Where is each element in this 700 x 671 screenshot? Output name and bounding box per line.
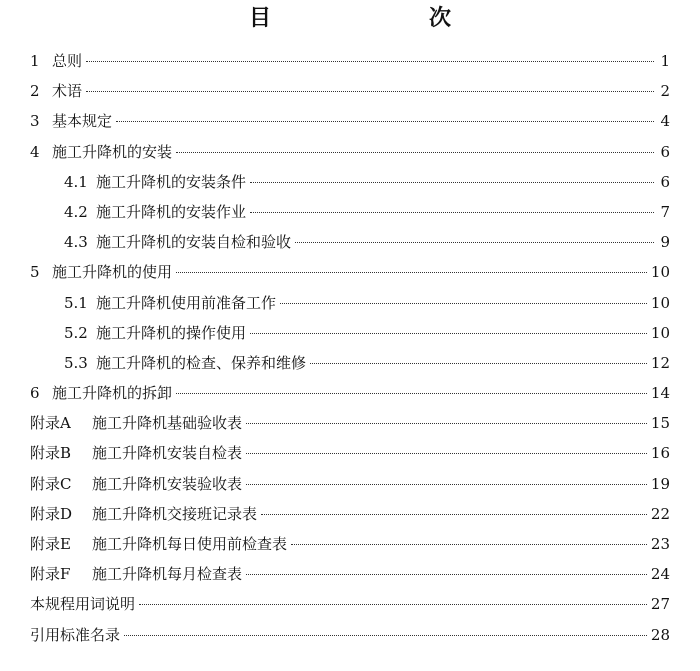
toc-entry-page: 7	[660, 202, 670, 221]
toc-entry-number: 附录F	[30, 565, 71, 584]
toc-entry[interactable]	[30, 620, 670, 650]
toc-entry[interactable]	[30, 348, 670, 378]
toc-entry-number: 1	[30, 52, 40, 70]
toc-entry-text: 本规程用词说明	[30, 595, 136, 614]
toc-entry-number: 附录A	[30, 414, 71, 433]
toc-entry[interactable]	[30, 559, 670, 589]
toc-entry-text: 施工升降机基础验收表	[92, 414, 243, 433]
toc-entry[interactable]	[30, 378, 670, 408]
toc-entry-text: 施工升降机每月检查表	[92, 565, 243, 584]
toc-dot-leader	[250, 212, 654, 213]
toc-entry-page: 12	[650, 353, 670, 372]
toc-entry[interactable]	[30, 499, 670, 529]
toc-entry-number: 4.1	[64, 172, 88, 191]
toc-dot-leader	[124, 635, 647, 636]
toc-entry-number: 附录E	[30, 535, 71, 553]
toc-dot-leader	[261, 514, 647, 515]
toc-entry-text: 施工升降机交接班记录表	[92, 504, 258, 523]
toc-dot-leader	[176, 393, 647, 394]
toc-dot-leader	[250, 182, 654, 183]
toc-entry-number: 5.1	[64, 293, 88, 312]
toc-entry[interactable]	[30, 227, 670, 257]
toc-entry-page: 22	[650, 504, 670, 523]
toc-entry-number: 3	[30, 112, 40, 131]
toc-dot-leader	[246, 453, 647, 454]
toc-entry[interactable]	[30, 257, 670, 287]
toc-entry-number: 附录B	[30, 444, 72, 463]
toc-entry[interactable]	[30, 137, 670, 167]
toc-entry[interactable]	[30, 589, 670, 619]
toc-entry-page: 4	[660, 112, 670, 131]
toc-entry[interactable]	[30, 106, 670, 136]
toc-dot-leader	[280, 303, 647, 304]
toc-entry-page: 23	[650, 535, 670, 553]
toc-dot-leader	[310, 363, 647, 364]
toc-dot-leader	[116, 121, 654, 122]
toc-entry-page: 2	[660, 82, 670, 101]
toc-entry-page: 9	[660, 233, 670, 252]
toc-entry[interactable]	[30, 318, 670, 348]
toc-entry-text: 施工升降机的拆卸	[52, 384, 173, 403]
toc-entry[interactable]	[30, 76, 670, 106]
toc-dot-leader	[139, 604, 647, 605]
toc-entry[interactable]	[30, 46, 670, 76]
toc-entry-number: 4.3	[64, 233, 88, 252]
toc-entry-text: 施工升降机的操作使用	[96, 323, 247, 342]
toc-entry-text: 施工升降机的安装自检和验收	[96, 233, 292, 252]
toc-entry-number: 6	[30, 384, 40, 403]
toc-entry[interactable]	[30, 167, 670, 197]
toc-dot-leader	[246, 484, 647, 485]
toc-entry-text: 施工升降机使用前准备工作	[96, 293, 277, 312]
toc-entry-text: 施工升降机的检查、保养和维修	[96, 353, 307, 372]
toc-dot-leader	[295, 242, 654, 243]
toc-entry-text: 施工升降机的安装作业	[96, 202, 247, 221]
toc-entry-text: 施工升降机的使用	[52, 263, 173, 282]
toc-dot-leader	[246, 423, 647, 424]
toc-entry-number: 5.2	[64, 323, 88, 342]
toc-entry-number: 5	[30, 263, 40, 282]
toc-dot-leader	[176, 152, 654, 153]
toc-dot-leader	[86, 61, 654, 62]
toc-entry-text: 引用标准名录	[30, 625, 121, 644]
toc-entry-page: 10	[650, 323, 670, 342]
toc-entry-number: 附录C	[30, 474, 72, 493]
toc-entry[interactable]	[30, 469, 670, 499]
toc-entry-text: 施工升降机安装验收表	[92, 474, 243, 493]
toc-list	[30, 46, 670, 650]
toc-entry-page: 24	[650, 565, 670, 584]
toc-entry-page: 28	[650, 625, 670, 644]
toc-dot-leader	[246, 574, 647, 575]
toc-entry-page: 27	[650, 595, 670, 614]
toc-entry-page: 6	[660, 142, 670, 161]
toc-entry-number: 4.2	[64, 202, 88, 221]
toc-entry-page: 10	[650, 293, 670, 312]
toc-entry-text: 基本规定	[52, 112, 113, 131]
toc-entry-page: 6	[660, 172, 670, 191]
toc-entry[interactable]	[30, 438, 670, 468]
toc-entry-page: 14	[650, 384, 670, 403]
toc-entry[interactable]	[30, 529, 670, 559]
toc-dot-leader	[176, 272, 647, 273]
toc-entry-page: 1	[660, 52, 670, 70]
toc-entry-text: 施工升降机安装自检表	[92, 444, 243, 463]
toc-entry-text: 术语	[52, 82, 83, 101]
toc-entry[interactable]	[30, 197, 670, 227]
toc-entry-text: 施工升降机的安装	[52, 142, 173, 161]
toc-entry-text: 施工升降机每日使用前检查表	[92, 535, 288, 553]
toc-entry[interactable]	[30, 408, 670, 438]
toc-entry-page: 15	[650, 414, 670, 433]
toc-dot-leader	[250, 333, 647, 334]
toc-entry-text: 总则	[52, 52, 83, 70]
toc-dot-leader	[291, 544, 647, 545]
toc-title: 目 次	[248, 5, 489, 31]
toc-entry[interactable]	[30, 288, 670, 318]
toc-entry-number: 附录D	[30, 504, 73, 523]
toc-entry-page: 19	[650, 474, 670, 493]
toc-entry-text: 施工升降机的安装条件	[96, 172, 247, 191]
toc-entry-number: 4	[30, 142, 40, 161]
toc-entry-page: 10	[650, 263, 670, 282]
toc-entry-number: 2	[30, 82, 40, 101]
toc-dot-leader	[86, 91, 654, 92]
toc-entry-page: 16	[650, 444, 670, 463]
toc-entry-number: 5.3	[64, 353, 88, 372]
